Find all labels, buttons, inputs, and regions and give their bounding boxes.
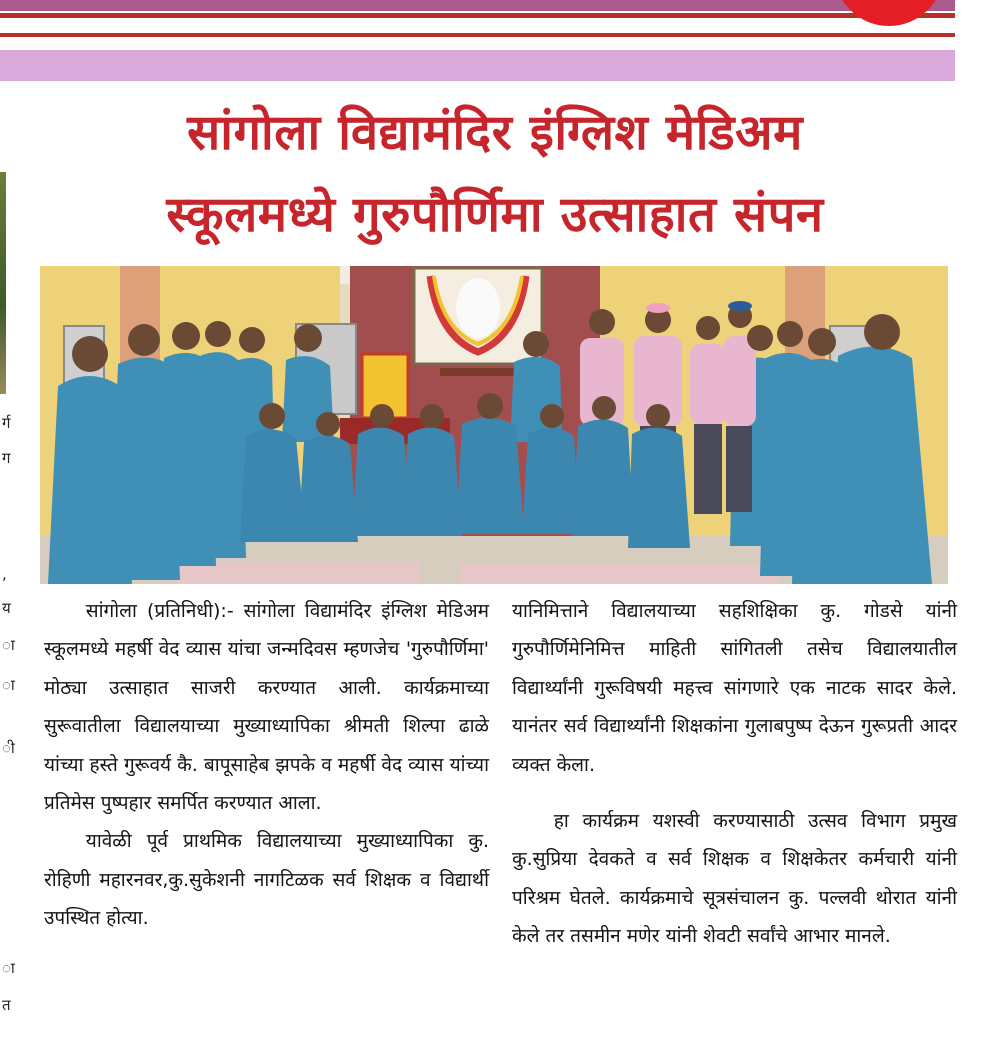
article-paragraph: यावेळी पूर्व प्राथमिक विद्यालयाच्या मुख्याध्यापिका कु. रोहिणी महारनवर,कु.सुकेशनी नागटिळक सर्व शिक्षक व विद्यार्थी उपस्थित होत्या.: [44, 830, 489, 930]
headline: [30, 92, 960, 256]
fragment: ा: [2, 676, 15, 694]
article-paragraph: सांगोला (प्रतिनिधी):- सांगोला विद्यामंदिर इंग्लिश मेडिअम स्कूलमध्ये महर्षी वेद व्यास यांचा जन्मदिवस म्हणजेच 'गुरुपौर्णिमा' मोठ्या उत्साहात साजरी करण्यात आली. कार्यक्रमाच्या सुरूवातीला विद्यालयाच्या मुख्याध्यापिका श्रीमती शिल्पा ढाळे यांच्या हस्ते गुरूवर्य कै. बापूसाहेब झपके व महर्षी वेद व्यास यांच्या प्रतिमेस पुष्पहार समर्पित करण्यात आला.: [44, 600, 489, 815]
fragment: ,: [2, 565, 7, 583]
fragment: य: [2, 599, 11, 617]
fragment: ा: [2, 959, 15, 977]
fragment: र्ग: [2, 414, 11, 432]
fragment: ी: [2, 739, 15, 757]
group-photo-illustration: [40, 266, 948, 584]
headline-line-1: सांगोला विद्यामंदिर इंग्लिश मेडिअम: [187, 104, 803, 161]
adjacent-photo-edge: [0, 172, 6, 394]
top-rule: [0, 13, 955, 18]
article-paragraph: हा कार्यक्रम यशस्वी करण्यासाठी उत्सव विभाग प्रमुख कु.सुप्रिया देवकते व सर्व शिक्षक व शिक्षकेतर कर्मचारी यांनी परिश्रम घेतले. कार्यक्रमाचे सूत्रसंचालन कु. पल्लवी थोरात यांनी केले तर तसमीन मणेर यांनी शेवटी सर्वांचे आभार मानले.: [512, 810, 957, 948]
article-column-right: [512, 592, 957, 956]
second-rule: [0, 33, 955, 37]
article-paragraph: यानिमित्ताने विद्यालयाच्या सहशिक्षिका कु. गोडसे यांनी गुरुपौर्णिमेनिमित्त माहिती सांगितली तसेच विद्यालयातील विद्यार्थ्यांनी गुरूविषयी महत्त्व सांगणारे एक नाटक सादर केले. यानंतर सर्व विद्यार्थ्यांनी शिक्षकांना गुलाबपुष्प देऊन गुरूप्रती आदर व्यक्त केला.: [512, 600, 957, 776]
headline-line-2: स्कूलमध्ये गुरुपौर्णिमा उत्साहात संपन: [166, 186, 824, 243]
fragment: त: [2, 996, 11, 1014]
top-color-band: [0, 0, 955, 11]
section-band: [0, 50, 955, 81]
fragment: ा: [2, 636, 15, 654]
fragment: ग: [2, 449, 11, 467]
page-margin: [958, 0, 988, 1041]
group-photo: [40, 266, 948, 584]
article-column-left: [44, 592, 489, 938]
